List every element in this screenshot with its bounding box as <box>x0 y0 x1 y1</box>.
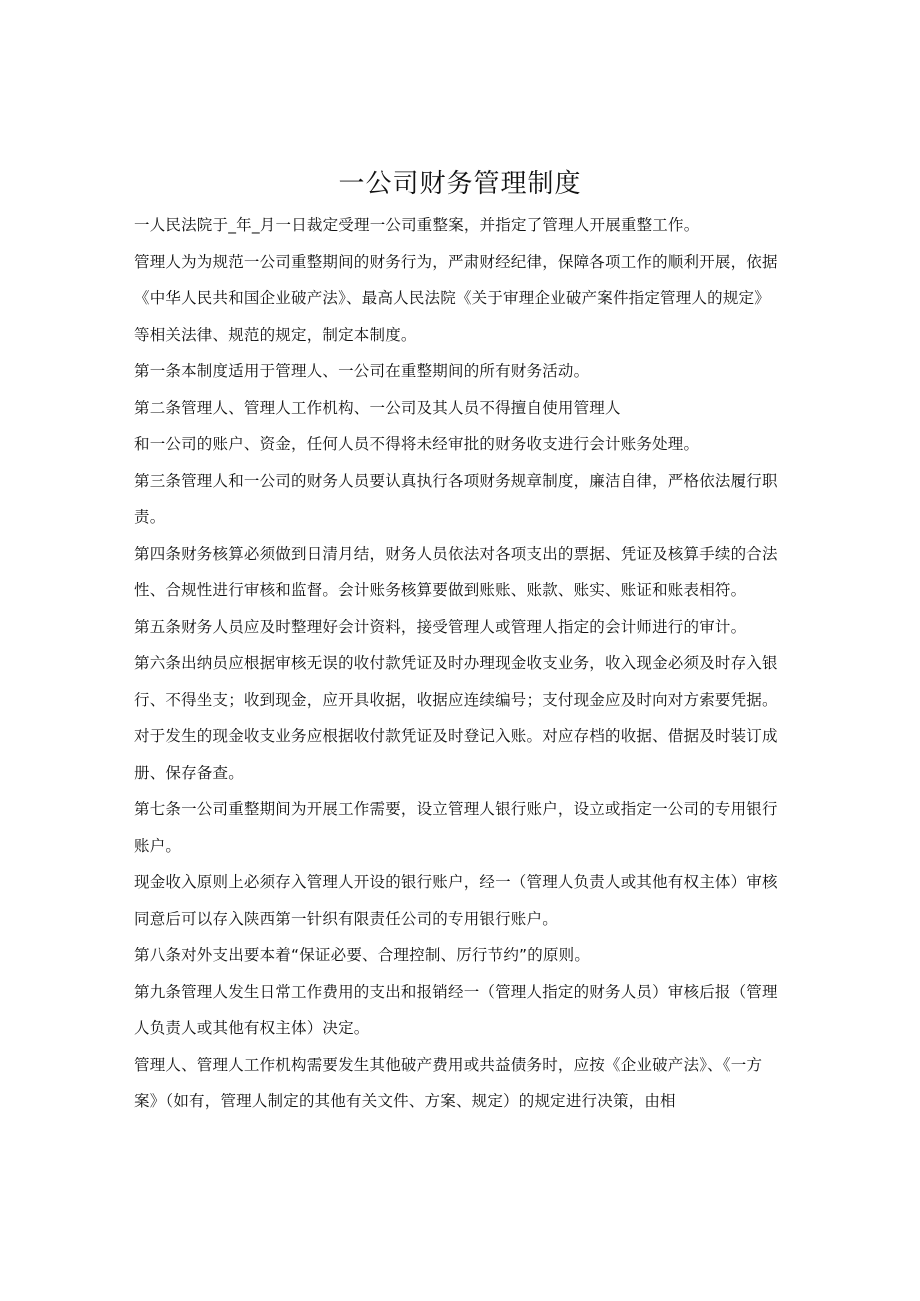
paragraph-other-expenses: 管理人、管理人工作机构需要发生其他破产费用或共益债务时，应按《企业破产法》、《一方案》（如有，管理人制定的其他有关文件、方案、规定）的规定进行决策，由相 <box>134 1055 763 1110</box>
paragraph-article-6: 第六条出纳员应根据审核无误的收付款凭证及时办理现金收支业务，收入现金必须及时存入银行、不得坐支；收到现金，应开具收据，收据应连续编号；支付现金应及时向对方索要凭据。对于发生的现金收支业务应根据收付款凭证及时登记入账。对应存档的收据、借据及时装订成册、保存备查。 <box>134 654 778 782</box>
paragraph-article-1: 第一条本制度适用于管理人、一公司在重整期间的所有财务活动。 <box>134 362 590 380</box>
paragraph-article-2-cont: 和一公司的账户、资金，任何人员不得将未经审批的财务收支进行会计账务处理。 <box>134 435 700 453</box>
paragraph-intro: 一人民法院于_年_月一日裁定受理一公司重整案，并指定了管理人开展重整工作。 <box>134 216 700 234</box>
paragraph-article-7: 第七条一公司重整期间为开展工作需要，设立管理人银行账户，设立或指定一公司的专用银行账户。 <box>134 800 778 855</box>
document-body <box>134 207 784 1120</box>
paragraph-article-5: 第五条财务人员应及时整理好会计资料，接受管理人或管理人指定的会计师进行的审计。 <box>134 617 747 636</box>
paragraph-article-2: 第二条管理人、管理人工作机构、一公司及其人员不得擅自使用管理人 <box>134 398 621 417</box>
document-title: 一公司财务管理制度 <box>338 169 582 199</box>
paragraph-article-4: 第四条财务核算必须做到日清月结，财务人员依法对各项支出的票据、凭证及核算手续的合法性、合规性进行审核和监督。会计账务核算要做到账账、账款、账实、账证和账表相符。 <box>134 544 778 599</box>
paragraph-article-9: 第九条管理人发生日常工作费用的支出和报销经一（管理人指定的财务人员）审核后报（管理人负责人或其他有权主体）决定。 <box>134 982 778 1037</box>
paragraph-purpose: 管理人为为规范一公司重整期间的财务行为，严肃财经纪律，保障各项工作的顺利开展，依据《中华人民共和国企业破产法》、最高人民法院《关于审理企业破产案件指定管理人的规定》等相关法律、规范的规定，制定本制度。 <box>134 252 778 344</box>
paragraph-cash-income: 现金收入原则上必须存入管理人开设的银行账户，经一（管理人负责人或其他有权主体）审核同意后可以存入陕西第一针织有限责任公司的专用银行账户。 <box>134 873 778 928</box>
paragraph-article-8: 第八条对外支出要本着“保证必要、合理控制、厉行节约”的原则。 <box>134 946 591 964</box>
paragraph-article-3: 第三条管理人和一公司的财务人员要认真执行各项财务规章制度，廉洁自律，严格依法履行职责。 <box>134 471 778 526</box>
